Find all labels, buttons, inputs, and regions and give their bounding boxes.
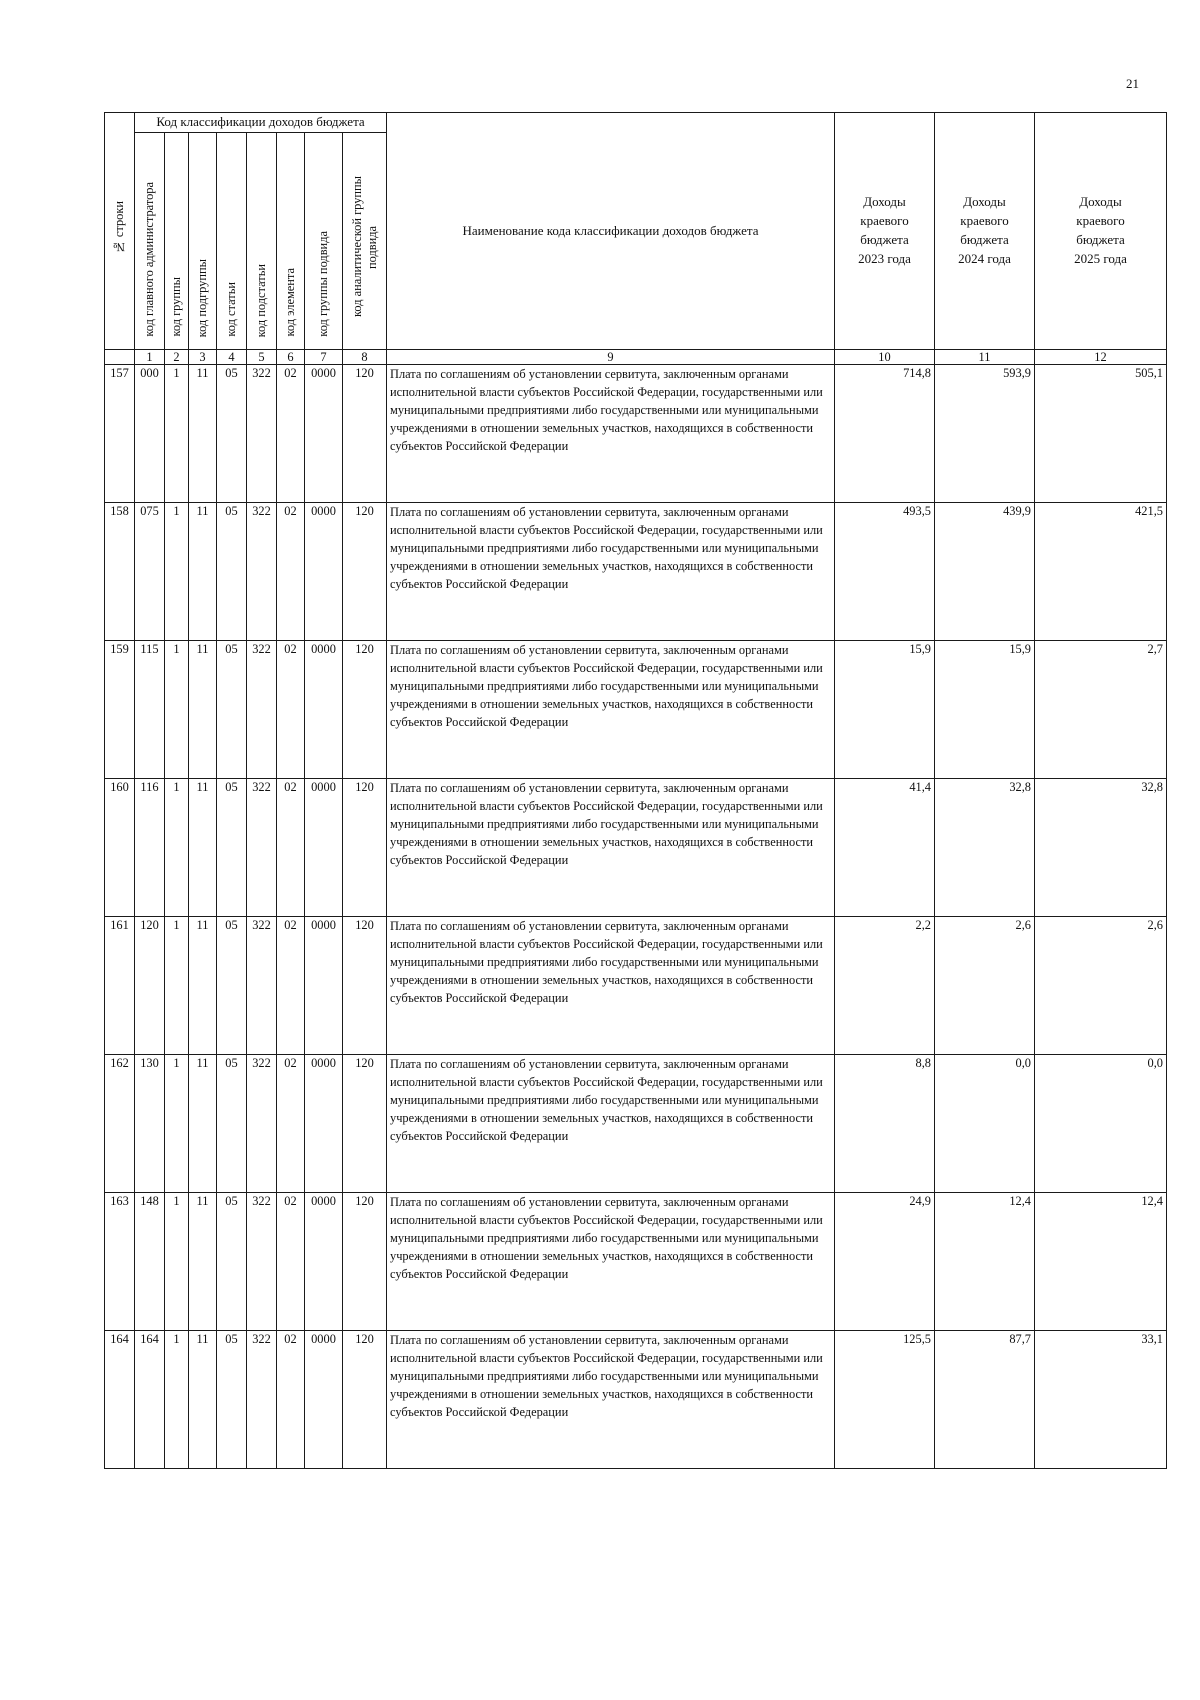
column-number: 4: [217, 349, 247, 364]
revenue-2025-cell: 12,4: [1035, 1192, 1167, 1330]
group-code-cell: 1: [165, 364, 189, 502]
row-number-cell: 163: [105, 1192, 135, 1330]
revenue-2024-header: Доходы краевого бюджета 2024 года: [935, 113, 1035, 350]
analytic-group-code-cell: 120: [343, 502, 387, 640]
income-name-cell: Плата по соглашениям об установлении сервитута, заключенным органами исполнительной власти субъектов Российской Федерации, государственными или муниципальными предприятиями либо государственными или муниципальными учреждениями в отношении земельных участков, находящихся в собственности субъектов Российской Федерации: [387, 640, 835, 778]
column-number: 11: [935, 349, 1035, 364]
subtype-group-code-cell: 0000: [305, 1054, 343, 1192]
article-code-cell: 05: [217, 1192, 247, 1330]
income-name-cell: Плата по соглашениям об установлении сервитута, заключенным органами исполнительной власти субъектов Российской Федерации, государственными или муниципальными предприятиями либо государственными или муниципальными учреждениями в отношении земельных участков, находящихся в собственности субъектов Российской Федерации: [387, 1330, 835, 1468]
column-number: 8: [343, 349, 387, 364]
row-number-cell: 161: [105, 916, 135, 1054]
column-number: 6: [277, 349, 305, 364]
subgroup-code-cell: 11: [189, 1192, 217, 1330]
subtype-group-code-cell: 0000: [305, 640, 343, 778]
revenue-2024-cell: 32,8: [935, 778, 1035, 916]
column-number: 1: [135, 349, 165, 364]
admin-code-cell: 115: [135, 640, 165, 778]
group-code-cell: 1: [165, 1192, 189, 1330]
revenue-2023-cell: 125,5: [835, 1330, 935, 1468]
row-number-header: № строки: [105, 113, 135, 350]
article-code-cell: 05: [217, 1330, 247, 1468]
budget-revenue-table: [104, 112, 1167, 1469]
element-code-cell: 02: [277, 364, 305, 502]
revenue-2023-cell: 493,5: [835, 502, 935, 640]
subarticle-code-cell: 322: [247, 778, 277, 916]
table-row: [105, 640, 1167, 778]
column-number: 9: [387, 349, 835, 364]
subgroup-code-cell: 11: [189, 1330, 217, 1468]
revenue-2023-cell: 41,4: [835, 778, 935, 916]
page-number: 21: [1126, 76, 1139, 91]
revenue-2023-cell: 8,8: [835, 1054, 935, 1192]
revenue-2024-cell: 12,4: [935, 1192, 1035, 1330]
revenue-2024-cell: 87,7: [935, 1330, 1035, 1468]
revenue-2023-cell: 15,9: [835, 640, 935, 778]
group-code-cell: 1: [165, 640, 189, 778]
admin-code-cell: 120: [135, 916, 165, 1054]
name-column-header: Наименование кода классификации доходов бюджета: [387, 113, 835, 350]
income-name-cell: Плата по соглашениям об установлении сервитута, заключенным органами исполнительной власти субъектов Российской Федерации, государственными или муниципальными предприятиями либо государственными или муниципальными учреждениями в отношении земельных участков, находящихся в собственности субъектов Российской Федерации: [387, 502, 835, 640]
income-name-cell: Плата по соглашениям об установлении сервитута, заключенным органами исполнительной власти субъектов Российской Федерации, государственными или муниципальными предприятиями либо государственными или муниципальными учреждениями в отношении земельных участков, находящихся в собственности субъектов Российской Федерации: [387, 1054, 835, 1192]
subgroup-code-cell: 11: [189, 916, 217, 1054]
article-code-cell: 05: [217, 640, 247, 778]
subtype-group-code-cell: 0000: [305, 1330, 343, 1468]
element-code-cell: 02: [277, 916, 305, 1054]
revenue-2025-cell: 505,1: [1035, 364, 1167, 502]
table-row: [105, 778, 1167, 916]
subarticle-code-cell: 322: [247, 1330, 277, 1468]
column-numbers-row: [105, 349, 1167, 364]
article-code-cell: 05: [217, 1054, 247, 1192]
row-number-cell: 158: [105, 502, 135, 640]
subgroup-code-cell: 11: [189, 778, 217, 916]
article-code-header: код статьи: [217, 132, 247, 349]
analytic-group-code-cell: 120: [343, 640, 387, 778]
element-code-cell: 02: [277, 778, 305, 916]
subtype-group-code-cell: 0000: [305, 502, 343, 640]
column-number-blank: [105, 349, 135, 364]
analytic-group-code-cell: 120: [343, 778, 387, 916]
table-row: [105, 1054, 1167, 1192]
subgroup-code-cell: 11: [189, 1054, 217, 1192]
revenue-2024-cell: 593,9: [935, 364, 1035, 502]
table-body: [105, 364, 1167, 1468]
admin-code-cell: 148: [135, 1192, 165, 1330]
revenue-2023-header: Доходы краевого бюджета 2023 года: [835, 113, 935, 350]
element-code-cell: 02: [277, 502, 305, 640]
column-number: 10: [835, 349, 935, 364]
subtype-group-code-cell: 0000: [305, 778, 343, 916]
admin-code-cell: 164: [135, 1330, 165, 1468]
element-code-cell: 02: [277, 1330, 305, 1468]
article-code-cell: 05: [217, 916, 247, 1054]
element-code-header: код элемента: [277, 132, 305, 349]
revenue-2024-cell: 0,0: [935, 1054, 1035, 1192]
table-row: [105, 916, 1167, 1054]
element-code-cell: 02: [277, 1054, 305, 1192]
subarticle-code-cell: 322: [247, 1192, 277, 1330]
table-row: [105, 364, 1167, 502]
subarticle-code-header: код подстатьи: [247, 132, 277, 349]
analytic-group-code-header: код аналитической группы подвида: [343, 132, 387, 349]
income-name-cell: Плата по соглашениям об установлении сервитута, заключенным органами исполнительной власти субъектов Российской Федерации, государственными или муниципальными предприятиями либо государственными или муниципальными учреждениями в отношении земельных участков, находящихся в собственности субъектов Российской Федерации: [387, 364, 835, 502]
admin-code-cell: 130: [135, 1054, 165, 1192]
row-number-cell: 159: [105, 640, 135, 778]
classification-code-group-header: Код классификации доходов бюджета: [135, 113, 387, 133]
column-number: 2: [165, 349, 189, 364]
revenue-2024-cell: 15,9: [935, 640, 1035, 778]
subarticle-code-cell: 322: [247, 640, 277, 778]
group-code-cell: 1: [165, 778, 189, 916]
analytic-group-code-cell: 120: [343, 1330, 387, 1468]
revenue-2023-cell: 2,2: [835, 916, 935, 1054]
revenue-2023-cell: 714,8: [835, 364, 935, 502]
column-number: 5: [247, 349, 277, 364]
table-row: [105, 1330, 1167, 1468]
admin-code-header: код главного администратора: [135, 132, 165, 349]
row-number-cell: 157: [105, 364, 135, 502]
analytic-group-code-cell: 120: [343, 916, 387, 1054]
element-code-cell: 02: [277, 640, 305, 778]
group-code-cell: 1: [165, 916, 189, 1054]
column-number: 7: [305, 349, 343, 364]
subtype-group-code-cell: 0000: [305, 916, 343, 1054]
subtype-group-code-cell: 0000: [305, 1192, 343, 1330]
revenue-2025-cell: 0,0: [1035, 1054, 1167, 1192]
group-code-cell: 1: [165, 502, 189, 640]
row-number-cell: 162: [105, 1054, 135, 1192]
analytic-group-code-cell: 120: [343, 1192, 387, 1330]
revenue-2025-cell: 32,8: [1035, 778, 1167, 916]
revenue-2025-cell: 421,5: [1035, 502, 1167, 640]
income-name-cell: Плата по соглашениям об установлении сервитута, заключенным органами исполнительной власти субъектов Российской Федерации, государственными или муниципальными предприятиями либо государственными или муниципальными учреждениями в отношении земельных участков, находящихся в собственности субъектов Российской Федерации: [387, 1192, 835, 1330]
admin-code-cell: 116: [135, 778, 165, 916]
group-code-header: код группы: [165, 132, 189, 349]
article-code-cell: 05: [217, 778, 247, 916]
analytic-group-code-cell: 120: [343, 364, 387, 502]
subarticle-code-cell: 322: [247, 1054, 277, 1192]
subtype-group-code-cell: 0000: [305, 364, 343, 502]
income-name-cell: Плата по соглашениям об установлении сервитута, заключенным органами исполнительной власти субъектов Российской Федерации, государственными или муниципальными предприятиями либо государственными или муниципальными учреждениями в отношении земельных участков, находящихся в собственности субъектов Российской Федерации: [387, 916, 835, 1054]
revenue-2025-cell: 2,6: [1035, 916, 1167, 1054]
row-number-cell: 160: [105, 778, 135, 916]
income-name-cell: Плата по соглашениям об установлении сервитута, заключенным органами исполнительной власти субъектов Российской Федерации, государственными или муниципальными предприятиями либо государственными или муниципальными учреждениями в отношении земельных участков, находящихся в собственности субъектов Российской Федерации: [387, 778, 835, 916]
subarticle-code-cell: 322: [247, 364, 277, 502]
subgroup-code-header: код подгруппы: [189, 132, 217, 349]
group-code-cell: 1: [165, 1054, 189, 1192]
revenue-2023-cell: 24,9: [835, 1192, 935, 1330]
element-code-cell: 02: [277, 1192, 305, 1330]
revenue-2025-header: Доходы краевого бюджета 2025 года: [1035, 113, 1167, 350]
analytic-group-code-cell: 120: [343, 1054, 387, 1192]
subarticle-code-cell: 322: [247, 502, 277, 640]
table-row: [105, 1192, 1167, 1330]
table-row: [105, 502, 1167, 640]
revenue-2024-cell: 2,6: [935, 916, 1035, 1054]
group-code-cell: 1: [165, 1330, 189, 1468]
subarticle-code-cell: 322: [247, 916, 277, 1054]
revenue-2025-cell: 33,1: [1035, 1330, 1167, 1468]
subgroup-code-cell: 11: [189, 364, 217, 502]
revenue-2025-cell: 2,7: [1035, 640, 1167, 778]
article-code-cell: 05: [217, 364, 247, 502]
admin-code-cell: 000: [135, 364, 165, 502]
revenue-2024-cell: 439,9: [935, 502, 1035, 640]
admin-code-cell: 075: [135, 502, 165, 640]
subgroup-code-cell: 11: [189, 502, 217, 640]
article-code-cell: 05: [217, 502, 247, 640]
subtype-group-code-header: код группы подвида: [305, 132, 343, 349]
subgroup-code-cell: 11: [189, 640, 217, 778]
row-number-cell: 164: [105, 1330, 135, 1468]
column-number: 3: [189, 349, 217, 364]
column-number: 12: [1035, 349, 1167, 364]
